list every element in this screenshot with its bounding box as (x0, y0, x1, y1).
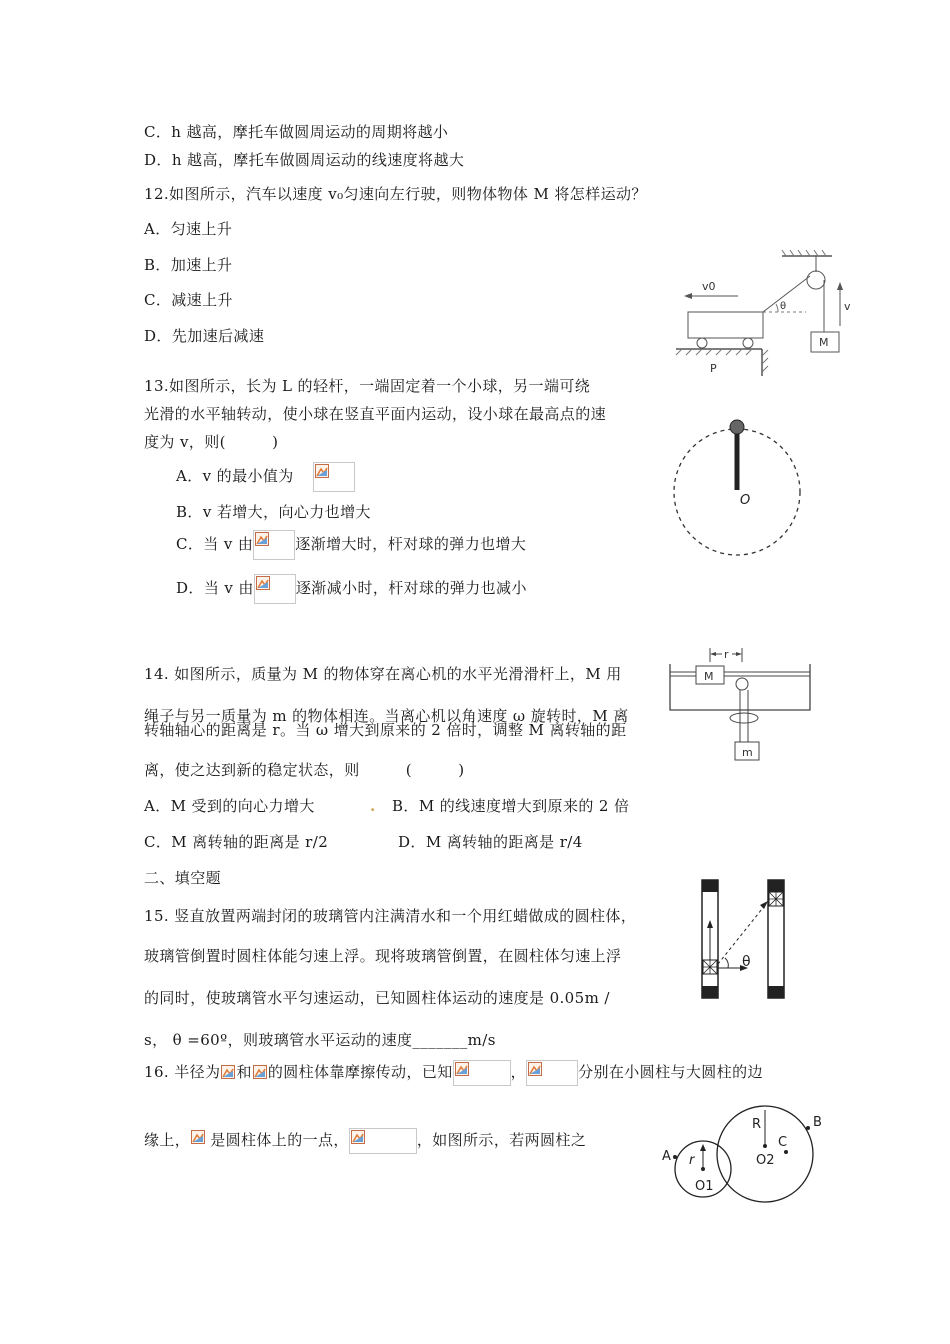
q15-line4: s， θ =60º，则玻璃管水平运动的速度_______m/s (144, 1031, 496, 1049)
q13-stem-line3: 度为 v，则( ) (144, 433, 279, 451)
q15-figure (694, 874, 804, 1004)
q12-stem: 12.如图所示，汽车以速度 v₀匀速向左行驶，则物体物体 M 将怎样运动？ (144, 185, 647, 203)
missing-image-icon (453, 1060, 511, 1086)
q15-line3: 的同时，使玻璃管水平匀速运动，已知圆柱体运动的速度是 0.05m / (144, 989, 610, 1007)
q12-v0-label: v0 (702, 280, 716, 293)
q13-axis-o-label: O (740, 493, 751, 508)
q15-line1: 15. 竖直放置两端封闭的玻璃管内注满清水和一个用红蜡做成的圆柱体， (144, 907, 637, 925)
q13-option-d-prefix: D．当 v 由 (176, 579, 254, 597)
q13-option-d-suffix: 逐渐减小时，杆对球的弹力也减小 (295, 579, 527, 597)
q11-option-d: D．h 越高，摩托车做圆周运动的线速度将越大 (144, 151, 465, 169)
q16-point-c-label: C (778, 1135, 788, 1150)
q12-p-label: P (710, 362, 717, 375)
q14-figure (664, 640, 814, 770)
q13-option-a (176, 462, 355, 492)
q14-stem-line4: 离，使之达到新的稳定状态，则 ( ) (144, 761, 465, 779)
q13-figure (668, 414, 808, 570)
q13-stem-line1: 13.如图所示，长为 L 的轻杆，一端固定着一个小球，另一端可绕 (144, 377, 591, 395)
q16-line1-part-e: 分别在小圆柱与大圆柱的边 (578, 1063, 763, 1081)
q16-line2-part-b: 是圆柱体上的一点， (210, 1131, 349, 1149)
q16-line1 (144, 1060, 763, 1088)
q12-v-label: v (844, 300, 851, 313)
q16-line2 (144, 1128, 586, 1156)
q14-stem-line1: 14. 如图所示，质量为 M 的物体穿在离心机的水平光滑滑杆上，M 用 (144, 665, 622, 683)
q14-option-c: C．M 离转轴的距离是 r/2 (144, 833, 329, 851)
q13-option-c-prefix: C．当 v 由 (176, 535, 254, 553)
q12-figure (670, 244, 860, 382)
q16-big-radius-label: R (752, 1117, 762, 1132)
q14-r-label: r (724, 648, 729, 661)
missing-image-icon (220, 1064, 236, 1082)
q14-stem-line2: 绳子与另一质量为 m 的物体相连。当离心机以角速度 ω 旋转时，M 离 (144, 707, 629, 725)
q16-line1-part-c: 的圆柱体靠摩擦传动，已知 (267, 1063, 453, 1081)
missing-image-icon (252, 1064, 268, 1082)
q12-option-d: D．先加速后减速 (144, 327, 265, 345)
q15-line2: 玻璃管倒置时圆柱体能匀速上浮。现将玻璃管倒置，在圆柱体匀速上浮 (144, 947, 622, 965)
q15-theta-label: θ (742, 954, 751, 970)
missing-image-icon (254, 574, 296, 604)
q14-stem-line3: 转轴轴心的距离是 r。当 ω 增大到原来的 2 倍时，调整 M 离转轴的距 (144, 721, 627, 739)
q16-point-a-label: A (662, 1149, 671, 1164)
q16-point-b-label: B (813, 1115, 822, 1130)
q12-option-a: A．匀速上升 (144, 220, 233, 238)
q14-option-b: B．M 的线速度增大到原来的 2 倍 (392, 797, 630, 815)
q12-option-c: C．减速上升 (144, 291, 233, 309)
q16-line2-part-a: 缘上， (144, 1131, 191, 1149)
q13-option-a-text: A．v 的最小值为 (176, 467, 294, 485)
missing-image-icon (526, 1060, 578, 1086)
missing-image-icon (349, 1128, 417, 1154)
q14-option-d: D．M 离转轴的距离是 r/4 (398, 833, 583, 851)
q16-figure (658, 1094, 838, 1206)
q14-big-mass-label: M (704, 670, 714, 683)
q16-line1-part-b: 和 (236, 1063, 252, 1081)
missing-image-icon (190, 1129, 210, 1153)
section-heading: 二、填空题 (144, 869, 222, 887)
q12-theta-label: θ (780, 301, 787, 312)
q16-line2-part-c: ，如图所示，若两圆柱之 (416, 1131, 587, 1149)
q16-center-o1-label: O1 (695, 1179, 714, 1194)
q13-option-c-suffix: 逐渐增大时，杆对球的弹力也增大 (295, 535, 527, 553)
q16-line1-part-a: 16. 半径为 (144, 1063, 221, 1081)
q11-option-c: C．h 越高，摩托车做圆周运动的周期将越小 (144, 123, 449, 141)
missing-image-icon (313, 462, 355, 492)
q16-line1-part-d: ， (510, 1063, 527, 1081)
q16-center-o2-label: O2 (756, 1153, 775, 1168)
q12-option-b: B．加速上升 (144, 256, 233, 274)
q16-small-radius-label: r (689, 1153, 695, 1168)
q13-stem-line2: 光滑的水平轴转动，使小球在竖直平面内运动，设小球在最高点的速 (144, 405, 607, 423)
q14-option-a: A．M 受到的向心力增大 (144, 797, 315, 815)
missing-image-icon (253, 530, 295, 560)
q14-small-mass-label: m (742, 746, 753, 759)
q14-stray-dot: . (370, 797, 376, 815)
q13-option-d (176, 574, 527, 606)
q13-option-c (176, 530, 526, 562)
q12-mass-label: M (819, 336, 829, 349)
q13-option-b: B．v 若增大，向心力也增大 (176, 503, 371, 521)
